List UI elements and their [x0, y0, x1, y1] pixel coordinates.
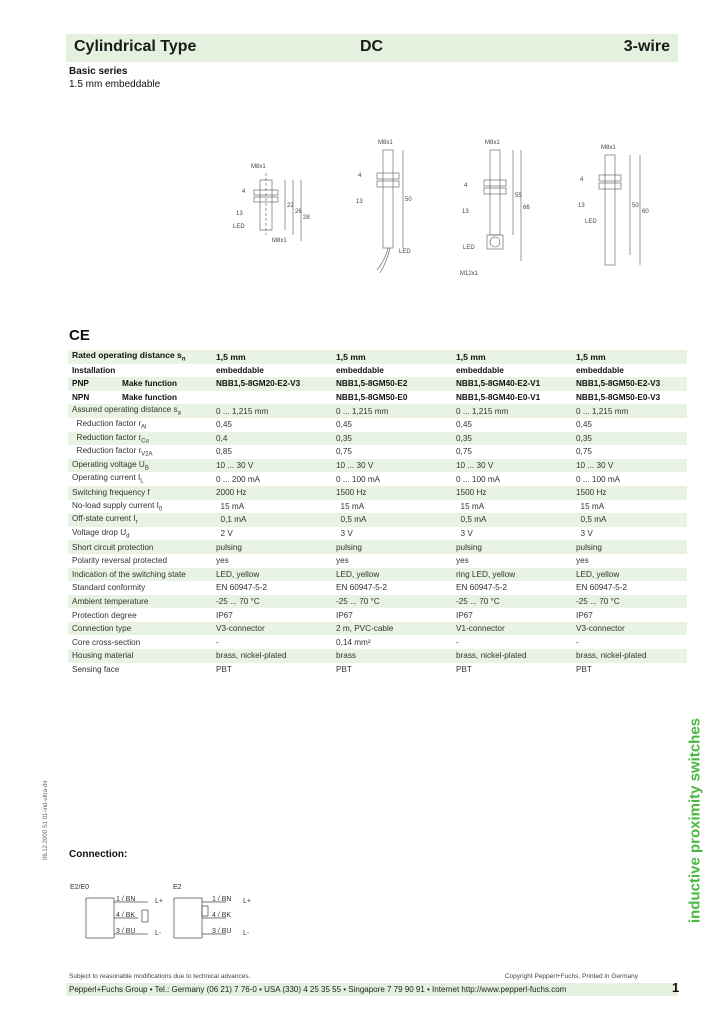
table-row — [68, 595, 687, 609]
drawing-nbb-8gm50-v3 — [599, 155, 640, 265]
table-cell: IP67 — [336, 610, 353, 620]
table-cell: 3 V — [576, 529, 593, 539]
row-label — [68, 568, 212, 582]
label-text: Reduction factor r — [72, 446, 142, 456]
table-cell: V3-connector — [212, 622, 332, 636]
footer-contact: Pepperl+Fuchs Group • Tel.: Germany (06 21) 7 76-0 • USA (330) 4 25 35 55 • Singapore 7 79 90 91 • Internet http://www.pepperl-fuchs.com — [69, 985, 567, 994]
right-sensor-body — [174, 898, 202, 938]
left-load — [142, 910, 148, 922]
table-row — [68, 472, 687, 486]
table-cell: 0 ... 1,215 mm — [332, 404, 452, 418]
table-cell: PBT — [336, 664, 352, 674]
d4-thread: M8x1 — [601, 145, 616, 151]
conn-right-minus: L- — [243, 930, 250, 937]
table-cell: NBB1,5-8GM40-E2-V1 — [452, 377, 572, 391]
table-cell: 0,5 mA — [452, 513, 572, 527]
d1-dim-26: 26 — [295, 209, 302, 215]
table-cell: NBB1,5-8GM50-E0 — [336, 393, 408, 403]
table-cell: 1,5 mm — [332, 350, 452, 364]
label-subscript: r — [135, 519, 138, 526]
table-cell: brass — [332, 649, 452, 663]
table-cell: 1500 Hz — [452, 486, 572, 500]
row-label — [68, 595, 212, 609]
table-cell: NBB1,5-8GM50-E0-V3 — [576, 393, 661, 403]
row-label — [68, 513, 212, 527]
right-load — [202, 906, 208, 916]
table-cell: 2 V — [216, 529, 233, 539]
conn-left-plus: L+ — [155, 898, 163, 905]
d4-dim-13: 13 — [578, 203, 585, 209]
d1-thread2: M8x1 — [272, 238, 287, 244]
d4-led: LED — [585, 219, 597, 225]
label-text: Indication of the switching state — [72, 569, 186, 579]
table-cell: NBB1,5-8GM50-E2 — [332, 377, 452, 391]
d1-dim-4: 4 — [242, 189, 246, 195]
d1-led: LED — [233, 224, 245, 230]
conn-left-bn: 1 / BN — [116, 896, 136, 903]
table-cell: pulsing — [572, 540, 687, 554]
d1-dim-22: 22 — [287, 203, 294, 209]
function-label: Make function — [122, 393, 178, 403]
conn-left-bk: 4 / BK — [116, 912, 136, 919]
table-cell: LED, yellow — [332, 568, 452, 582]
table-cell — [212, 391, 332, 405]
table-cell: 1,5 mm — [452, 350, 572, 364]
table-row — [68, 404, 687, 418]
table-row — [68, 350, 687, 364]
table-cell: IP67 — [576, 610, 593, 620]
label-text: Operating voltage U — [72, 459, 145, 469]
label-text: Reduction factor r — [72, 432, 142, 442]
label-text: Reduction factor r — [72, 418, 142, 428]
label-text: Ambient temperature — [72, 596, 149, 606]
label-subscript: B — [144, 465, 149, 472]
row-label — [68, 432, 212, 446]
table-cell: 10 ... 30 V — [572, 459, 687, 473]
table-cell: 0,1 mA — [212, 513, 332, 527]
function-label: Make function — [122, 379, 178, 389]
table-cell: 0 ... 100 mA — [336, 474, 381, 484]
d4-dim-4: 4 — [580, 177, 584, 183]
table-cell: -25 ... 70 °C — [212, 595, 332, 609]
conn-left-minus: L- — [155, 930, 162, 937]
table-cell: - — [456, 637, 459, 647]
row-label — [68, 622, 212, 636]
table-cell: pulsing — [212, 540, 332, 554]
label-subscript: 0 — [158, 506, 163, 513]
label-subscript: V2A — [141, 451, 153, 458]
row-label — [68, 649, 212, 663]
table-cell: 0,75 — [576, 447, 592, 457]
table-row — [68, 459, 687, 473]
embed-label: 1.5 mm embeddable — [69, 79, 161, 90]
d4-dim-50: 50 — [632, 203, 639, 209]
row-label — [68, 608, 212, 622]
table-cell: embeddable — [576, 365, 624, 375]
table-row — [68, 554, 687, 568]
sidebar-text: inductive proximity switches — [686, 717, 704, 924]
table-cell: PBT — [576, 664, 592, 674]
label-text: Switching frequency f — [72, 488, 150, 498]
table-cell: embeddable — [456, 365, 504, 375]
table-cell: 10 ... 30 V — [212, 459, 332, 473]
table-row — [68, 649, 687, 663]
table-cell: brass, nickel-plated — [212, 649, 332, 663]
table-cell: 0,4 — [212, 432, 332, 446]
row-label — [68, 635, 212, 649]
table-cell: 0,45 — [576, 420, 592, 430]
label-text: Installation — [72, 365, 116, 375]
d3-thread: M8x1 — [485, 140, 500, 146]
row-label — [68, 364, 212, 378]
table-cell: 0,35 — [572, 432, 687, 446]
table-cell: 0,75 — [456, 447, 472, 457]
conn-right-plus: L+ — [243, 898, 251, 905]
table-cell: 0,75 — [336, 447, 352, 457]
d4-dim-60: 60 — [642, 209, 649, 215]
row-label — [68, 404, 212, 418]
label-subscript: L — [140, 478, 144, 485]
table-cell: 1500 Hz — [332, 486, 452, 500]
d3-led: LED — [463, 245, 475, 251]
table-cell: 0 ... 1,215 mm — [212, 404, 332, 418]
row-label — [68, 581, 212, 595]
table-cell: 0,35 — [452, 432, 572, 446]
conn-left-label: E2/E0 — [70, 884, 90, 891]
dimension-drawings — [225, 135, 665, 280]
d3-dim-55: 55 — [515, 193, 522, 199]
table-cell: EN 60947-5-2 — [576, 583, 627, 593]
sidebar-banner — [679, 690, 709, 960]
row-label — [68, 418, 212, 432]
table-row — [68, 540, 687, 554]
datestamp: 06.12.2000 S1 01-ind-ultra-dir — [43, 780, 49, 860]
table-cell: 0,5 mA — [332, 513, 452, 527]
table-cell: pulsing — [452, 540, 572, 554]
table-row — [68, 418, 687, 432]
d3-dim-66: 66 — [523, 205, 530, 211]
table-cell: NBB1,5-8GM50-E2-V3 — [572, 377, 687, 391]
d3-dim-13: 13 — [462, 209, 469, 215]
table-cell: NBB1,5-8GM40-E0-V1 — [456, 393, 541, 403]
table-cell: 15 mA — [456, 501, 485, 511]
table-row — [68, 364, 687, 378]
table-cell: 10 ... 30 V — [332, 459, 452, 473]
table-cell: EN 60947-5-2 — [456, 583, 507, 593]
footer-contact-bar — [66, 983, 678, 996]
label-text: Protection degree — [72, 610, 137, 620]
label-text: No-load supply current I — [72, 500, 159, 510]
page-number: 1 — [672, 980, 680, 995]
header-wiring: 3-wire — [623, 38, 670, 55]
table-cell: 1,5 mm — [572, 350, 687, 364]
table-row — [68, 500, 687, 514]
d2-dim-4: 4 — [358, 173, 362, 179]
table-cell: brass, nickel-plated — [572, 649, 687, 663]
footer-note: Subject to reasonable modifications due to technical advances. — [69, 973, 251, 980]
table-cell: 0,45 — [336, 420, 352, 430]
output-type: PNP — [72, 379, 89, 389]
header-current: DC — [360, 38, 384, 55]
table-cell: 0,14 mm² — [336, 637, 371, 647]
spec-table — [68, 350, 687, 676]
table-cell: 0,35 — [332, 432, 452, 446]
label-text: Housing material — [72, 651, 134, 661]
drawing-nbb-8gm20 — [254, 173, 301, 241]
table-cell: 10 ... 30 V — [452, 459, 572, 473]
table-cell: 1,5 mm — [212, 350, 332, 364]
conn-right-bn: 1 / BN — [212, 896, 232, 903]
d2-thread: M8x1 — [378, 140, 393, 146]
table-cell: yes — [216, 556, 229, 566]
label-text: Rated operating distance s — [72, 350, 182, 361]
table-cell: 15 mA — [216, 501, 245, 511]
label-subscript: a — [177, 410, 181, 417]
table-row — [68, 581, 687, 595]
table-row — [68, 635, 687, 649]
row-label — [68, 527, 212, 541]
table-cell: yes — [456, 556, 469, 566]
table-row — [68, 391, 687, 405]
table-cell: 0 ... 200 mA — [216, 474, 261, 484]
footer-copyright: Copyright Pepperl+Fuchs, Printed in Germany — [504, 973, 638, 980]
table-cell: - — [216, 637, 219, 647]
table-cell: 0 ... 100 mA — [576, 474, 621, 484]
table-row — [68, 608, 687, 622]
table-cell: 0 ... 1,215 mm — [572, 404, 687, 418]
row-label — [68, 445, 212, 459]
left-sensor-body — [86, 898, 114, 938]
conn-right-bu: 3 / BU — [212, 928, 232, 935]
label-subscript: Cu — [141, 438, 149, 445]
label-subscript: n — [181, 357, 186, 364]
table-cell: -25 ... 70 °C — [332, 595, 452, 609]
row-label — [68, 540, 212, 554]
row-label — [68, 486, 212, 500]
label-text: Polarity reversal protected — [72, 556, 168, 566]
table-cell: yes — [336, 556, 349, 566]
d2-dim-13: 13 — [356, 199, 363, 205]
row-label — [68, 554, 212, 568]
table-cell: 2000 Hz — [212, 486, 332, 500]
row-label — [68, 391, 212, 405]
table-row — [68, 527, 687, 541]
table-cell: 3 V — [336, 529, 353, 539]
table-cell: EN 60947-5-2 — [216, 583, 267, 593]
conn-right-bk: 4 / BK — [212, 912, 232, 919]
label-text: Sensing face — [72, 664, 120, 674]
table-cell: embeddable — [216, 365, 264, 375]
table-cell: 15 mA — [336, 501, 365, 511]
table-row — [68, 622, 687, 636]
table-cell: 0,5 mA — [572, 513, 687, 527]
conn-right-label: E2 — [173, 884, 182, 891]
conn-left-bu: 3 / BU — [116, 928, 136, 935]
row-label — [68, 377, 212, 391]
table-cell: -25 ... 70 °C — [452, 595, 572, 609]
d2-dim-50: 50 — [405, 197, 412, 203]
ce-mark: CE — [69, 327, 90, 344]
table-cell: 1500 Hz — [572, 486, 687, 500]
label-subscript: d — [126, 533, 130, 540]
label-subscript: Al — [141, 424, 147, 431]
series-label: Basic series — [69, 66, 128, 77]
table-row — [68, 513, 687, 527]
d1-thread: M8x1 — [251, 164, 266, 170]
label-text: Off-state current I — [72, 514, 136, 524]
table-row — [68, 445, 687, 459]
drawing-nbb-8gm40 — [484, 150, 521, 261]
table-cell: V1-connector — [452, 622, 572, 636]
table-cell: - — [576, 637, 579, 647]
table-cell: 0 ... 100 mA — [456, 474, 501, 484]
table-cell: LED, yellow — [572, 568, 687, 582]
table-cell: ring LED, yellow — [452, 568, 572, 582]
d1-dim-13: 13 — [236, 211, 243, 217]
row-label — [68, 459, 212, 473]
table-row — [68, 486, 687, 500]
table-row — [68, 432, 687, 446]
table-cell: 0,85 — [216, 447, 232, 457]
label-text: Assured operating distance s — [72, 405, 178, 415]
table-cell: pulsing — [332, 540, 452, 554]
table-cell: 0,45 — [216, 420, 232, 430]
connection-diagrams — [66, 880, 276, 950]
label-text: Core cross-section — [72, 637, 141, 647]
table-cell: -25 ... 70 °C — [572, 595, 687, 609]
table-cell: 2 m, PVC-cable — [332, 622, 452, 636]
page-header — [66, 34, 678, 62]
label-text: Voltage drop U — [72, 527, 127, 537]
table-cell: PBT — [456, 664, 472, 674]
table-cell: LED, yellow — [212, 568, 332, 582]
label-text: Operating current I — [72, 473, 141, 483]
table-cell: IP67 — [216, 610, 233, 620]
d3-dim-4: 4 — [464, 183, 468, 189]
output-type: NPN — [72, 393, 90, 403]
table-cell: PBT — [216, 664, 232, 674]
header-type: Cylindrical Type — [74, 38, 197, 55]
table-cell: brass, nickel-plated — [452, 649, 572, 663]
label-text: Short circuit protection — [72, 542, 154, 552]
d2-led: LED — [399, 249, 411, 255]
row-label — [68, 472, 212, 486]
table-cell: 0 ... 1,215 mm — [452, 404, 572, 418]
label-text: Standard conformity — [72, 583, 146, 593]
table-cell: NBB1,5-8GM20-E2-V3 — [212, 377, 332, 391]
label-text: Connection type — [72, 624, 132, 634]
row-label — [68, 350, 212, 364]
table-row — [68, 663, 687, 677]
table-cell: 0,45 — [456, 420, 472, 430]
table-cell: yes — [576, 556, 589, 566]
row-label — [68, 500, 212, 514]
table-cell: 3 V — [456, 529, 473, 539]
table-cell: EN 60947-5-2 — [336, 583, 387, 593]
table-row — [68, 377, 687, 391]
table-cell: 15 mA — [576, 501, 605, 511]
connection-title: Connection: — [69, 849, 128, 860]
row-label — [68, 663, 212, 677]
table-cell: V3-connector — [572, 622, 687, 636]
d3-thread2: M12x1 — [460, 271, 479, 277]
table-row — [68, 568, 687, 582]
d1-dim-28: 28 — [303, 215, 310, 221]
table-cell: embeddable — [336, 365, 384, 375]
table-cell: IP67 — [456, 610, 473, 620]
